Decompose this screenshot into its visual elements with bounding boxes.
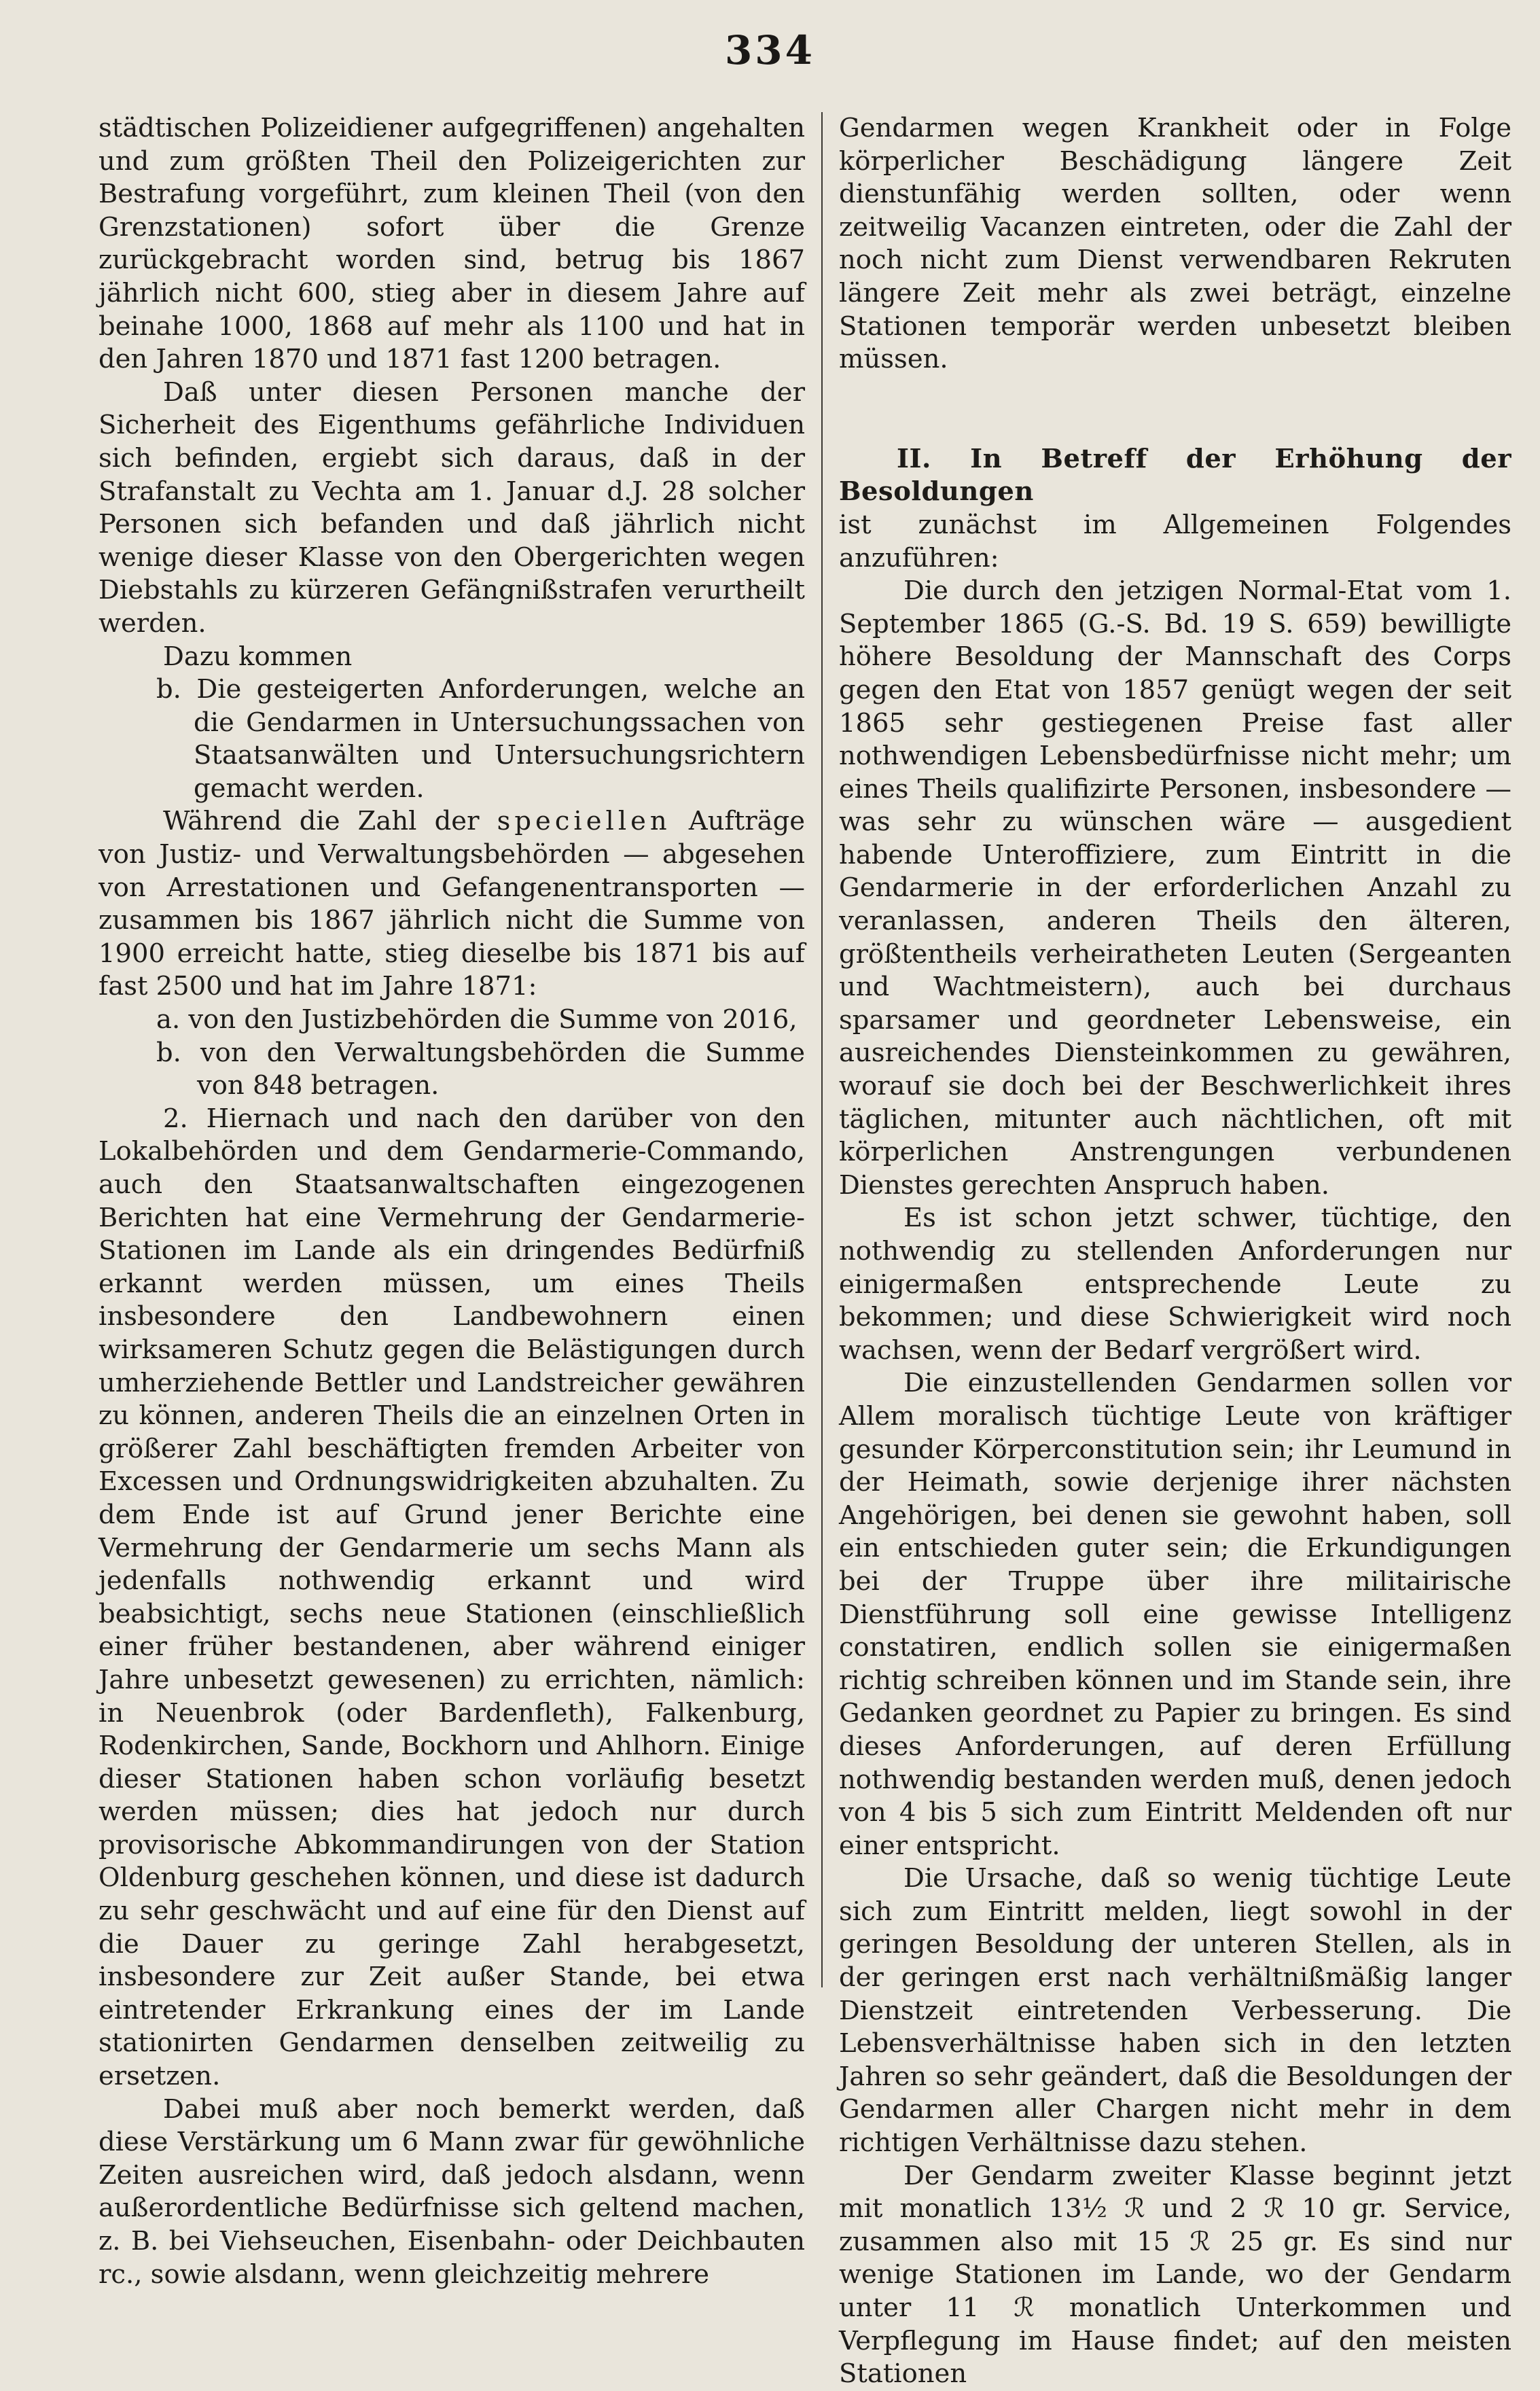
paragraph: Es ist schon jetzt schwer, tüchtige, den nothwendig zu stellenden Anforderungen nur einigermaßen entsprechende Leute zu bekommen; und diese Schwierigkeit wird noch wachsen, wenn der Bedarf vergrößert wird. (839, 1203, 1511, 1366)
section-heading: II. In Betreff der Erhöhung der Besoldungen (839, 443, 1511, 508)
paragraph: Die einzustellenden Gendarmen sollen vor Allem moralisch tüchtige Leute von kräftiger gesunder Körperconstitution sein; ihr Leumund in der Heimath, sowie derjenige ihrer nächsten Angehörigen, bei denen sie gewohnt haben, soll ein entschieden guter sein; die Erkundigungen bei der Truppe über ihre militairische Dienstführung soll eine gewisse Intelligenz constatiren, endlich sollen sie einigermaßen richtig schreiben können und im Stande sein, ihre Gedanken geordnet zu Papier zu bringen. Es sind dieses Anforderungen, auf deren Erfüllung nothwendig bestanden werden muß, denen jedoch von 4 bis 5 sich zum Eintritt Meldenden oft nur einer entspricht. (839, 1368, 1511, 1861)
column-divider (821, 112, 823, 1987)
paragraph: 2. Hiernach und nach den darüber von den Lokalbehörden und dem Gendarmerie-Commando, auch den Staatsanwaltschaften eingezogenen Berichten hat eine Vermehrung der Gendarmerie-Stationen im Lande als ein dringendes Bedürfniß erkannt werden müssen, um eines Theils insbesondere den Landbewohnern einen wirksameren Schutz gegen die Belästigungen durch umherziehende Bettler und Landstreicher gewähren zu können, anderen Theils die an einzelnen Orten in größerer Zahl beschäftigten fremden Arbeiter von Excessen und Ordnungswidrigkeiten abzuhalten. Zu dem Ende ist auf Grund jener Berichte eine Vermehrung der Gendarmerie um sechs Mann als jedenfalls nothwendig erkannt und wird beabsichtigt, sechs neue Stationen (einschließlich einer früher bestandenen, aber während einiger Jahre unbesetzt gewesenen) zu errichten, nämlich: in Neuenbrok (oder Bardenfleth), Falkenburg, Rodenkirchen, Sande, Bockhorn und Ahlhorn. Einige dieser Stationen haben schon vorläufig besetzt werden müssen; dies hat jedoch nur durch provisorische Abkommandirungen von der Station Oldenburg geschehen können, und diese ist dadurch zu sehr geschwächt und auf eine für den Dienst auf die Dauer zu geringe Zahl herabgesetzt, insbesondere zur Zeit außer Stande, bei etwa eintretender Erkrankung eines der im Lande stationirten Gendarmen denselben zeitweilig zu ersetzen. (99, 1103, 805, 2092)
text-run: Während die Zahl der (163, 806, 480, 837)
paragraph: Die Ursache, daß so wenig tüchtige Leute sich zum Eintritt melden, liegt sowohl in der geringen Besoldung der unteren Stellen, als in der geringen erst nach verhältnißmäßig langer Dienstzeit eintretenden Verbesserung. Die Lebensverhältnisse haben sich in den letzten Jahren so sehr geändert, daß die Besoldungen der Gendarmen aller Chargen nicht mehr in dem richtigen Verhältnisse dazu stehen. (839, 1863, 1511, 2159)
paragraph (99, 805, 805, 1004)
left-column (99, 112, 805, 2291)
right-column (839, 112, 1511, 2391)
list-item: a. von den Justizbehörden die Summe von 2016, (156, 1004, 798, 1035)
page-number: 334 (724, 27, 816, 73)
paragraph: Dazu kommen (163, 641, 353, 672)
paragraph: Dabei muß aber noch bemerkt werden, daß diese Verstärkung um 6 Mann zwar für gewöhnliche Zeiten ausreichen wird, daß jedoch alsdann, wenn außerordentliche Bedürfnisse sich geltend machen, z. B. bei Viehseuchen, Eisenbahn- oder Deichbauten rc., sowie alsdann, wenn gleichzeitig mehrere (99, 2093, 805, 2290)
paragraph: Gendarmen wegen Krankheit oder in Folge körperlicher Beschädigung längere Zeit dienstunfähig werden sollten, oder wenn zeitweilig Vacanzen eintreten, oder die Zahl der noch nicht zum Dienst verwendbaren Rekruten längere Zeit mehr als zwei beträgt, einzelne Stationen temporär werden unbesetzt bleiben müssen. (839, 113, 1511, 375)
list-item: b. von den Verwaltungsbehörden die Summe von 848 betragen. (156, 1037, 805, 1101)
paragraph: Daß unter diesen Personen manche der Sicherheit des Eigenthums gefährliche Individuen sich befinden, ergiebt sich daraus, daß in der Strafanstalt zu Vechta am 1. Januar d.J. 28 solcher Personen sich befanden und daß jährlich nicht wenige dieser Klasse von den Obergerichten wegen Diebstahls zu kürzeren Gefängnißstrafen verurtheilt werden. (99, 376, 805, 639)
paragraph: Der Gendarm zweiter Klasse beginnt jetzt mit monatlich 13½ ℛ und 2 ℛ 10 gr. Service, zusammen also mit 15 ℛ 25 gr. Es sind nur wenige Stationen im Lande, wo der Gendarm unter 11 ℛ monatlich Unterkommen und Verpflegung im Hause findet; auf den meisten Stationen (839, 2160, 1511, 2390)
paragraph: Die durch den jetzigen Normal-Etat vom 1. September 1865 (G.-S. Bd. 19 S. 659) bewilligte höhere Besoldung der Mannschaft des Corps gegen den Etat von 1857 genügt wegen der seit 1865 sehr gestiegenen Preise fast aller nothwendigen Lebensbedürfnisse nicht mehr; um eines Theils qualifizirte Personen, insbesondere — was sehr zu wünschen wäre — ausgedient habende Unteroffiziere, zum Eintritt in die Gendarmerie in der erforderlichen Anzahl zu veranlassen, anderen Theils den älteren, größtentheils verheiratheten Leuten (Sergeanten und Wachtmeistern), auch bei durchaus sparsamer und geordneter Lebensweise, ein ausreichendes Diensteinkommen zu gewähren, worauf sie doch bei der Beschwerlichkeit ihres täglichen, mitunter auch nächtlichen, oft mit körperlichen Anstrengungen verbundenen Dienstes gerechten Anspruch haben. (839, 575, 1511, 1201)
text-run: Aufträge von Justiz- und Verwaltungsbehörden — abgesehen von Arrestationen und Gefangenentransporten — zusammen bis 1867 jährlich nicht die Summe von 1900 erreicht hatte, stieg dieselbe bis 1871 bis auf fast 2500 und hat im Jahre 1871: (99, 806, 805, 1002)
list-item: b. Die gesteigerten Anforderungen, welche an die Gendarmen in Untersuchungssachen von Staatsanwälten und Untersuchungsrichtern gemacht werden. (156, 674, 805, 804)
emphasized-word: speciellen (497, 806, 671, 837)
paragraph: städtischen Polizeidiener aufgegriffenen) angehalten und zum größten Theil den Polizeigerichten zur Bestrafung vorgeführt, zum kleinen Theil (von den Grenzstationen) sofort über die Grenze zurückgebracht worden sind, betrug bis 1867 jährlich nicht 600, stieg aber in diesem Jahre auf beinahe 1000, 1868 auf mehr als 1100 und hat in den Jahren 1870 und 1871 fast 1200 betragen. (99, 113, 805, 375)
paragraph: ist zunächst im Allgemeinen Folgendes anzuführen: (839, 509, 1511, 573)
